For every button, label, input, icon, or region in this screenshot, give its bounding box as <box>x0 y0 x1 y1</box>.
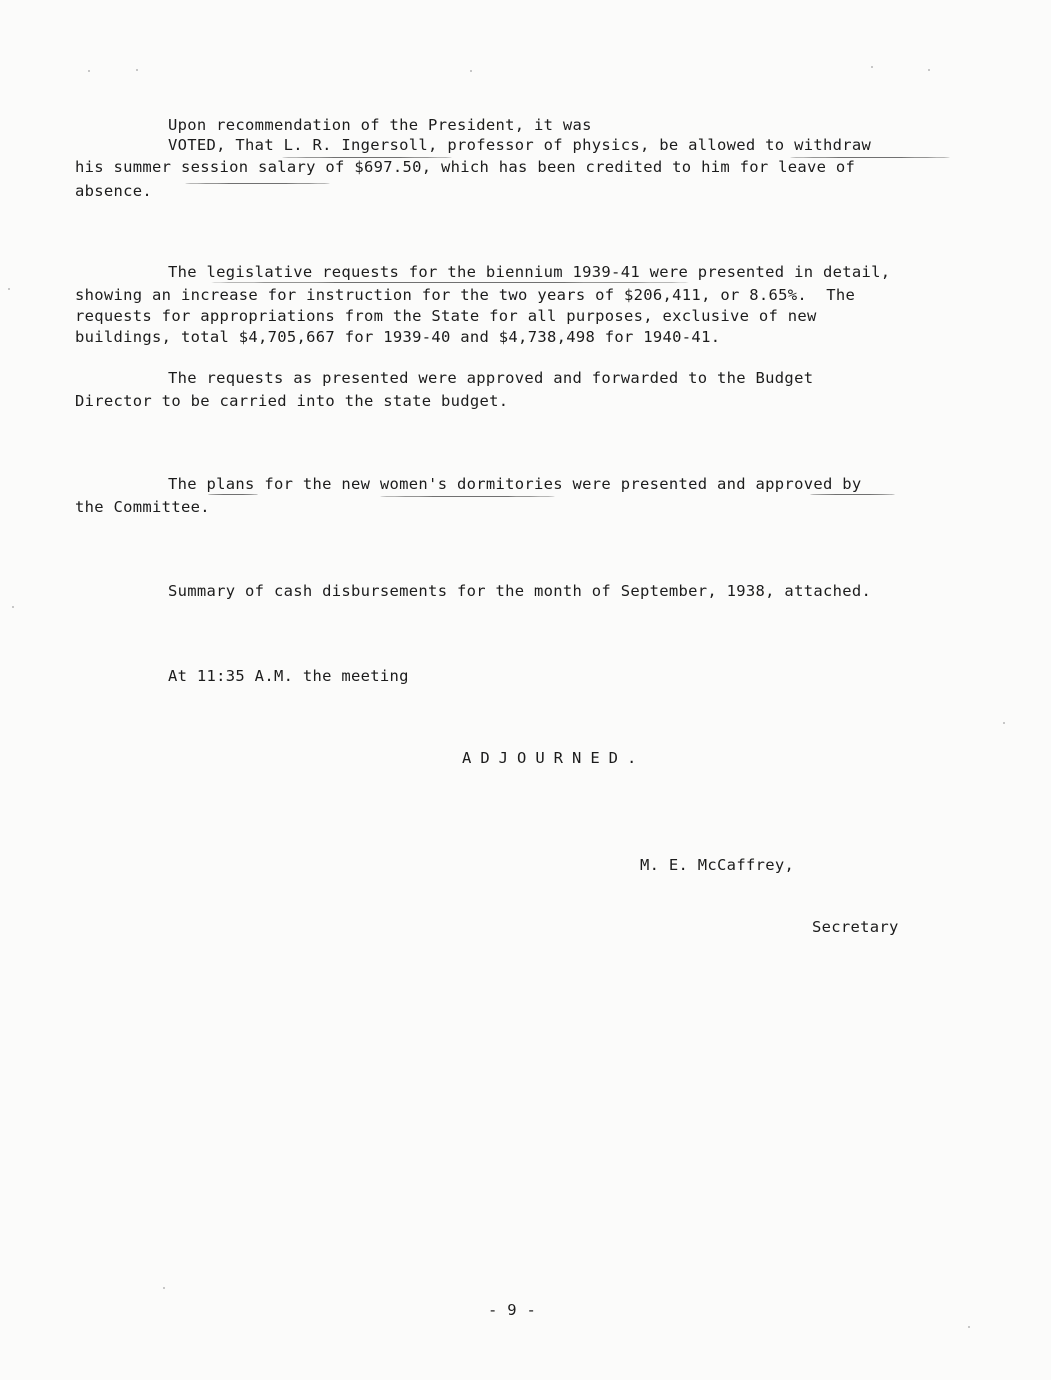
paragraph-1-line-4: absence. <box>75 182 153 200</box>
scan-speck <box>136 69 138 71</box>
paragraph-3-line-1: The requests as presented were approved and forwarded to the Budget <box>168 369 814 387</box>
paragraph-1-line-3: his summer session salary of $697.50, which has been credited to him for leave of <box>75 158 856 176</box>
paragraph-2-line-2: showing an increase for instruction for the two years of $206,411, or 8.65%. The <box>75 286 856 304</box>
scan-speck <box>88 70 90 72</box>
pencil-underline <box>185 183 330 184</box>
paragraph-1-line-2: VOTED, That L. R. Ingersoll, professor of physics, be allowed to withdraw <box>168 136 872 154</box>
scan-speck <box>871 66 873 68</box>
scan-speck <box>163 1287 165 1289</box>
paragraph-3-line-2: Director to be carried into the state budget. <box>75 392 509 410</box>
pencil-underline <box>380 496 555 497</box>
paragraph-2-line-4: buildings, total $4,705,667 for 1939-40 and $4,738,498 for 1940-41. <box>75 328 721 346</box>
paragraph-4-line-1: The plans for the new women's dormitories were presented and approved by <box>168 475 862 493</box>
pencil-underline <box>810 494 895 495</box>
paragraph-6-line-1: At 11:35 A.M. the meeting <box>168 667 409 685</box>
pencil-underline <box>282 157 452 158</box>
page-number: - 9 - <box>488 1301 537 1319</box>
paragraph-1-line-1: Upon recommendation of the President, it was <box>168 116 592 134</box>
adjourned-heading: ADJOURNED. <box>462 749 646 767</box>
scan-speck <box>1003 722 1005 724</box>
scan-speck <box>12 606 14 608</box>
scan-speck <box>470 70 472 72</box>
pencil-underline <box>208 494 258 495</box>
scan-speck <box>928 69 930 71</box>
paragraph-2-line-1: The legislative requests for the biennium 1939-41 were presented in detail, <box>168 263 891 281</box>
scan-speck <box>968 1326 970 1328</box>
signature-name: M. E. McCaffrey, <box>640 856 795 874</box>
paragraph-2-line-3: requests for appropriations from the State for all purposes, exclusive of new <box>75 307 817 325</box>
scan-speck <box>8 288 10 290</box>
pencil-underline <box>210 282 690 283</box>
paragraph-4-line-2: the Committee. <box>75 498 210 516</box>
signature-title: Secretary <box>812 918 899 936</box>
paragraph-5-line-1: Summary of cash disbursements for the month of September, 1938, attached. <box>168 582 872 600</box>
pencil-underline <box>790 157 950 158</box>
